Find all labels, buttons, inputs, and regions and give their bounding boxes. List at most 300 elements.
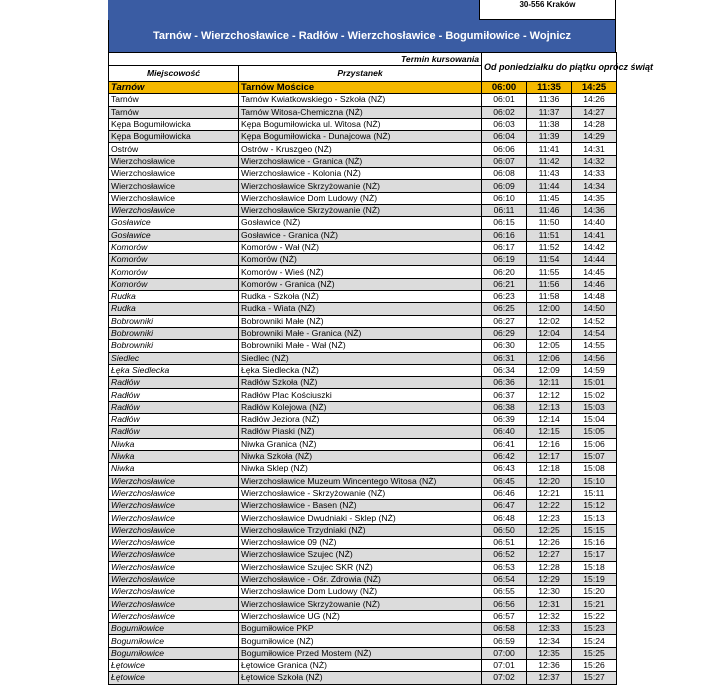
table-row — [109, 254, 617, 266]
table-row — [109, 143, 617, 155]
departure-time-1: 07:01 — [482, 659, 527, 671]
departure-time-3: 14:26 — [572, 94, 617, 106]
departure-time-3: 14:48 — [572, 291, 617, 303]
locality-cell: Łętowice — [109, 672, 239, 684]
departure-time-3: 15:15 — [572, 524, 617, 536]
departure-time-3: 14:41 — [572, 229, 617, 241]
table-row — [109, 659, 617, 671]
departure-time-3: 15:12 — [572, 500, 617, 512]
departure-time-2: 11:55 — [527, 266, 572, 278]
departure-time-2: 12:34 — [527, 635, 572, 647]
departure-time-2: 12:26 — [527, 536, 572, 548]
locality-cell: Bogumiłowice — [109, 647, 239, 659]
departure-time-3: 15:22 — [572, 610, 617, 622]
stop-cell: Wierzchosławice Dom Ludowy (NŻ) — [239, 586, 482, 598]
departure-time-1: 06:34 — [482, 364, 527, 376]
table-row — [109, 155, 617, 167]
locality-cell: Wierzchosławice — [109, 168, 239, 180]
departure-time-1: 06:20 — [482, 266, 527, 278]
departure-time-1: 06:43 — [482, 463, 527, 475]
departure-time-1: 06:10 — [482, 192, 527, 204]
locality-cell: Wierzchosławice — [109, 192, 239, 204]
stop-cell: Wierzchosławice Skrzyżowanie (NŻ) — [239, 204, 482, 216]
departure-time-3: 15:07 — [572, 450, 617, 462]
table-row — [109, 463, 617, 475]
departure-time-2: 12:37 — [527, 672, 572, 684]
departure-time-2: 12:28 — [527, 561, 572, 573]
departure-time-2: 12:27 — [527, 549, 572, 561]
departure-time-1: 06:46 — [482, 487, 527, 499]
departure-time-1: 06:41 — [482, 438, 527, 450]
departure-time-1: 06:39 — [482, 414, 527, 426]
departure-time-3: 14:34 — [572, 180, 617, 192]
table-row — [109, 377, 617, 389]
table-row — [109, 426, 617, 438]
departure-time-3: 15:02 — [572, 389, 617, 401]
departure-time-1: 06:17 — [482, 241, 527, 253]
departure-time-3: 14:42 — [572, 241, 617, 253]
departure-time-2: 11:46 — [527, 204, 572, 216]
locality-cell: Wierzchosławice — [109, 610, 239, 622]
stop-cell: Wierzchosławice Dwudniaki - Sklep (NŻ) — [239, 512, 482, 524]
departure-time-2: 12:29 — [527, 573, 572, 585]
table-row — [109, 672, 617, 684]
departure-time-2: 12:13 — [527, 401, 572, 413]
stop-cell: Radłów Szkoła (NŻ) — [239, 377, 482, 389]
departure-time-2: 12:17 — [527, 450, 572, 462]
stop-cell: Kępa Bogumiłowicka - Dunajcowa (NŻ) — [239, 131, 482, 143]
locality-cell: Łętowice — [109, 659, 239, 671]
departure-time-1: 06:02 — [482, 106, 527, 118]
locality-cell: Wierzchosławice — [109, 549, 239, 561]
departure-time-3: 15:03 — [572, 401, 617, 413]
locality-cell: Gosławice — [109, 217, 239, 229]
departure-time-1: 06:59 — [482, 635, 527, 647]
departure-time-1: 06:40 — [482, 426, 527, 438]
table-row — [109, 389, 617, 401]
departure-time-3: 15:13 — [572, 512, 617, 524]
departure-time-2: 12:15 — [527, 426, 572, 438]
locality-cell: Gosławice — [109, 229, 239, 241]
departure-time-1: 06:07 — [482, 155, 527, 167]
departure-time-2: 11:38 — [527, 118, 572, 130]
departure-time-2: 12:06 — [527, 352, 572, 364]
stop-cell: Radłów Kolejowa (NŻ) — [239, 401, 482, 413]
departure-time-1: 06:16 — [482, 229, 527, 241]
table-row — [109, 512, 617, 524]
locality-cell: Ostrów — [109, 143, 239, 155]
stop-cell: Wierzchosławice Skrzyżowanie (NŻ) — [239, 180, 482, 192]
departure-time-2: 11:39 — [527, 131, 572, 143]
table-row — [109, 635, 617, 647]
locality-cell: Tarnów — [109, 106, 239, 118]
stop-cell: Bobrowniki Małe - Granica (NŻ) — [239, 327, 482, 339]
table-row — [109, 118, 617, 130]
departure-time-3: 14:46 — [572, 278, 617, 290]
table-row — [109, 241, 617, 253]
departure-time-1: 06:00 — [482, 82, 527, 94]
table-row — [109, 586, 617, 598]
stop-cell: Wierzchosławice - Kolonia (NŻ) — [239, 168, 482, 180]
table-row — [109, 327, 617, 339]
stop-cell: Rudka - Szkoła (NŻ) — [239, 291, 482, 303]
locality-cell: Tarnów — [109, 94, 239, 106]
departure-time-2: 12:16 — [527, 438, 572, 450]
departure-time-2: 12:12 — [527, 389, 572, 401]
table-row — [109, 204, 617, 216]
stop-cell: Wierzchosławice - Granica (NŻ) — [239, 155, 482, 167]
departure-time-1: 06:23 — [482, 291, 527, 303]
departure-time-2: 12:32 — [527, 610, 572, 622]
locality-cell: Bobrowniki — [109, 340, 239, 352]
departure-time-1: 06:45 — [482, 475, 527, 487]
stop-cell: Wierzchosławice Szujec SKR (NŻ) — [239, 561, 482, 573]
departure-time-2: 11:58 — [527, 291, 572, 303]
stop-cell: Bogumiłowice PKP — [239, 623, 482, 635]
locality-cell: Wierzchosławice — [109, 475, 239, 487]
stop-cell: Wierzchosławice Trzydniaki (NŻ) — [239, 524, 482, 536]
departure-time-3: 15:01 — [572, 377, 617, 389]
table-row — [109, 647, 617, 659]
departure-time-1: 06:09 — [482, 180, 527, 192]
departure-time-3: 15:04 — [572, 414, 617, 426]
departure-time-3: 14:54 — [572, 327, 617, 339]
locality-cell: Wierzchosławice — [109, 524, 239, 536]
departure-time-1: 06:58 — [482, 623, 527, 635]
table-row — [109, 291, 617, 303]
locality-cell: Siedlec — [109, 352, 239, 364]
departure-time-2: 11:56 — [527, 278, 572, 290]
table-row — [109, 303, 617, 315]
departure-time-3: 14:32 — [572, 155, 617, 167]
departure-time-3: 15:18 — [572, 561, 617, 573]
departure-time-2: 11:54 — [527, 254, 572, 266]
departure-time-2: 12:14 — [527, 414, 572, 426]
table-row — [109, 340, 617, 352]
table-row — [109, 561, 617, 573]
table-row — [109, 315, 617, 327]
locality-cell: Rudka — [109, 303, 239, 315]
table-row — [109, 180, 617, 192]
locality-cell: Bogumiłowice — [109, 635, 239, 647]
departure-time-3: 14:25 — [572, 82, 617, 94]
stop-cell: Wierzchosławice Muzeum Wincentego Witosa (NŻ) — [239, 475, 482, 487]
table-row — [109, 278, 617, 290]
departure-time-3: 14:35 — [572, 192, 617, 204]
stop-cell: Gosławice - Granica (NŻ) — [239, 229, 482, 241]
departure-time-3: 15:11 — [572, 487, 617, 499]
locality-cell: Kępa Bogumiłowicka — [109, 131, 239, 143]
table-row — [109, 536, 617, 548]
days-label: Od poniedziałku do piątku oprócz świąt — [482, 53, 617, 82]
table-row — [109, 364, 617, 376]
departure-time-2: 11:35 — [527, 82, 572, 94]
departure-time-3: 15:05 — [572, 426, 617, 438]
table-row — [109, 610, 617, 622]
departure-time-2: 12:04 — [527, 327, 572, 339]
departure-time-2: 12:36 — [527, 659, 572, 671]
departure-time-2: 12:00 — [527, 303, 572, 315]
departure-time-3: 15:23 — [572, 623, 617, 635]
departure-time-1: 06:50 — [482, 524, 527, 536]
locality-cell: Komorów — [109, 241, 239, 253]
stop-cell: Kępa Bogumiłowicka ul. Witosa (NŻ) — [239, 118, 482, 130]
departure-time-2: 12:05 — [527, 340, 572, 352]
departure-time-3: 15:27 — [572, 672, 617, 684]
table-row — [109, 450, 617, 462]
table-row — [109, 438, 617, 450]
locality-cell: Wierzchosławice — [109, 512, 239, 524]
departure-time-1: 06:52 — [482, 549, 527, 561]
departure-time-3: 14:40 — [572, 217, 617, 229]
stop-cell: Wierzchosławice Dom Ludowy (NŻ) — [239, 192, 482, 204]
departure-time-2: 12:11 — [527, 377, 572, 389]
departure-time-1: 06:04 — [482, 131, 527, 143]
departure-time-1: 06:54 — [482, 573, 527, 585]
locality-cell: Tarnów — [109, 82, 239, 94]
stop-cell: Komorów (NŻ) — [239, 254, 482, 266]
departure-time-3: 14:36 — [572, 204, 617, 216]
stop-cell: Bogumiłowice (NŻ) — [239, 635, 482, 647]
col-stop-header: Przystanek — [239, 66, 482, 82]
table-row — [109, 131, 617, 143]
stop-cell: Ostrów - Kruszgeo (NŻ) — [239, 143, 482, 155]
departure-time-3: 14:56 — [572, 352, 617, 364]
departure-time-2: 12:30 — [527, 586, 572, 598]
stop-cell: Radłów Jeziora (NŻ) — [239, 414, 482, 426]
route-title: Tarnów - Wierzchosławice - Radłów - Wierzchosławice - Bogumiłowice - Wojnicz — [108, 20, 616, 52]
header-row-1 — [109, 53, 617, 66]
col-locality-header: Miejscowość — [109, 66, 239, 82]
departure-time-1: 06:08 — [482, 168, 527, 180]
departure-time-3: 14:55 — [572, 340, 617, 352]
locality-cell: Wierzchosławice — [109, 155, 239, 167]
locality-cell: Wierzchosławice — [109, 561, 239, 573]
stop-cell: Niwka Granica (NŻ) — [239, 438, 482, 450]
departure-time-3: 14:33 — [572, 168, 617, 180]
stop-cell: Łętowice Granica (NŻ) — [239, 659, 482, 671]
departure-time-3: 14:29 — [572, 131, 617, 143]
departure-time-2: 12:02 — [527, 315, 572, 327]
departure-time-3: 14:28 — [572, 118, 617, 130]
departure-time-3: 14:52 — [572, 315, 617, 327]
table-row — [109, 524, 617, 536]
departure-time-2: 12:31 — [527, 598, 572, 610]
stop-cell: Wierzchosławice Skrzyżowanie (NŻ) — [239, 598, 482, 610]
departure-time-1: 06:48 — [482, 512, 527, 524]
departure-time-1: 06:11 — [482, 204, 527, 216]
locality-cell: Radłów — [109, 401, 239, 413]
locality-cell: Bogumiłowice — [109, 623, 239, 635]
stop-cell: Tarnów Kwiatkowskiego - Szkoła (NŻ) — [239, 94, 482, 106]
departure-time-3: 15:21 — [572, 598, 617, 610]
stop-cell: Radłów Plac Kościuszki — [239, 389, 482, 401]
locality-cell: Radłów — [109, 377, 239, 389]
locality-cell: Radłów — [109, 389, 239, 401]
departure-time-3: 15:16 — [572, 536, 617, 548]
departure-time-1: 06:36 — [482, 377, 527, 389]
stop-cell: Wierzchosławice - Ośr. Zdrowia (NŻ) — [239, 573, 482, 585]
departure-time-1: 06:38 — [482, 401, 527, 413]
departure-time-3: 15:06 — [572, 438, 617, 450]
locality-cell: Wierzchosławice — [109, 204, 239, 216]
departure-time-3: 15:24 — [572, 635, 617, 647]
table-row — [109, 549, 617, 561]
departure-time-1: 06:56 — [482, 598, 527, 610]
stop-cell: Bobrowniki Małe (NŻ) — [239, 315, 482, 327]
table-row — [109, 217, 617, 229]
departure-time-2: 12:09 — [527, 364, 572, 376]
locality-cell: Komorów — [109, 254, 239, 266]
departure-time-3: 14:31 — [572, 143, 617, 155]
stop-cell: Wierzchosławice UG (NŻ) — [239, 610, 482, 622]
table-row — [109, 487, 617, 499]
departure-time-3: 15:19 — [572, 573, 617, 585]
locality-cell: Niwka — [109, 438, 239, 450]
table-row — [109, 352, 617, 364]
departure-time-1: 06:01 — [482, 94, 527, 106]
locality-cell: Rudka — [109, 291, 239, 303]
termin-label: Termin kursowania — [109, 53, 482, 66]
departure-time-2: 11:43 — [527, 168, 572, 180]
stop-cell: Bobrowniki Małe - Wał (NŻ) — [239, 340, 482, 352]
departure-time-3: 15:17 — [572, 549, 617, 561]
table-row — [109, 475, 617, 487]
timetable — [108, 52, 654, 685]
departure-time-3: 14:50 — [572, 303, 617, 315]
table-row — [109, 401, 617, 413]
departure-time-1: 06:42 — [482, 450, 527, 462]
departure-time-2: 12:23 — [527, 512, 572, 524]
departure-time-2: 12:18 — [527, 463, 572, 475]
locality-cell: Wierzchosławice — [109, 536, 239, 548]
departure-time-1: 06:57 — [482, 610, 527, 622]
departure-time-2: 12:22 — [527, 500, 572, 512]
locality-cell: Kępa Bogumiłowicka — [109, 118, 239, 130]
locality-cell: Wierzchosławice — [109, 500, 239, 512]
departure-time-1: 06:53 — [482, 561, 527, 573]
departure-time-2: 12:33 — [527, 623, 572, 635]
locality-cell: Łęka Siedlecka — [109, 364, 239, 376]
departure-time-1: 06:25 — [482, 303, 527, 315]
stop-cell: Siedlec (NŻ) — [239, 352, 482, 364]
departure-time-2: 11:36 — [527, 94, 572, 106]
stop-cell: Łętowice Szkoła (NŻ) — [239, 672, 482, 684]
stop-cell: Komorów - Wieś (NŻ) — [239, 266, 482, 278]
departure-time-2: 11:50 — [527, 217, 572, 229]
departure-time-1: 06:55 — [482, 586, 527, 598]
departure-time-2: 11:51 — [527, 229, 572, 241]
departure-time-2: 12:35 — [527, 647, 572, 659]
timetable-body — [109, 53, 654, 685]
table-row — [109, 192, 617, 204]
locality-cell: Bobrowniki — [109, 327, 239, 339]
stop-cell: Wierzchosławice Szujec (NŻ) — [239, 549, 482, 561]
stop-cell: Wierzchosławice 09 (NŻ) — [239, 536, 482, 548]
locality-cell: Wierzchosławice — [109, 487, 239, 499]
stop-cell: Wierzchosławice - Skrzyżowanie (NŻ) — [239, 487, 482, 499]
departure-time-1: 06:27 — [482, 315, 527, 327]
stop-cell: Komorów - Wał (NŻ) — [239, 241, 482, 253]
departure-time-3: 15:26 — [572, 659, 617, 671]
departure-time-1: 06:06 — [482, 143, 527, 155]
departure-time-3: 14:44 — [572, 254, 617, 266]
departure-time-3: 15:08 — [572, 463, 617, 475]
stop-cell: Tarnów Witosa-Chemiczna (NŻ) — [239, 106, 482, 118]
departure-time-1: 06:31 — [482, 352, 527, 364]
stop-cell: Bogumiłowice Przed Mostem (NŻ) — [239, 647, 482, 659]
stop-cell: Gosławice (NŻ) — [239, 217, 482, 229]
locality-cell: Wierzchosławice — [109, 598, 239, 610]
departure-time-1: 06:30 — [482, 340, 527, 352]
departure-time-3: 15:25 — [572, 647, 617, 659]
table-row — [109, 598, 617, 610]
departure-time-1: 06:15 — [482, 217, 527, 229]
table-row — [109, 266, 617, 278]
departure-time-2: 11:52 — [527, 241, 572, 253]
stop-cell: Komorów - Granica (NŻ) — [239, 278, 482, 290]
locality-cell: Radłów — [109, 426, 239, 438]
stop-cell: Wierzchosławice - Basen (NŻ) — [239, 500, 482, 512]
stop-cell: Rudka - Wiata (NŻ) — [239, 303, 482, 315]
table-row — [109, 168, 617, 180]
locality-cell: Niwka — [109, 450, 239, 462]
departure-time-1: 06:19 — [482, 254, 527, 266]
departure-time-1: 06:29 — [482, 327, 527, 339]
stop-cell: Niwka Szkoła (NŻ) — [239, 450, 482, 462]
table-row — [109, 82, 617, 94]
table-row — [109, 94, 617, 106]
departure-time-2: 11:41 — [527, 143, 572, 155]
departure-time-2: 11:44 — [527, 180, 572, 192]
stop-cell: Tarnów Mościce — [239, 82, 482, 94]
departure-time-1: 06:37 — [482, 389, 527, 401]
departure-time-2: 11:45 — [527, 192, 572, 204]
table-row — [109, 623, 617, 635]
departure-time-3: 14:59 — [572, 364, 617, 376]
stop-cell: Łęka Siedlecka (NŻ) — [239, 364, 482, 376]
table-row — [109, 500, 617, 512]
departure-time-2: 12:25 — [527, 524, 572, 536]
stop-cell: Radłów Piaski (NŻ) — [239, 426, 482, 438]
departure-time-1: 06:47 — [482, 500, 527, 512]
locality-cell: Niwka — [109, 463, 239, 475]
departure-time-2: 12:20 — [527, 475, 572, 487]
locality-cell: Komorów — [109, 278, 239, 290]
departure-time-1: 06:03 — [482, 118, 527, 130]
locality-cell: Radłów — [109, 414, 239, 426]
locality-cell: Wierzchosławice — [109, 586, 239, 598]
departure-time-3: 15:20 — [572, 586, 617, 598]
locality-cell: Bobrowniki — [109, 315, 239, 327]
departure-time-1: 06:51 — [482, 536, 527, 548]
departure-time-1: 06:21 — [482, 278, 527, 290]
table-row — [109, 106, 617, 118]
table-row — [109, 414, 617, 426]
table-row — [109, 229, 617, 241]
address-text: 30-556 Kraków — [519, 0, 576, 9]
departure-time-1: 07:00 — [482, 647, 527, 659]
departure-time-3: 14:45 — [572, 266, 617, 278]
address-box — [479, 0, 616, 20]
locality-cell: Wierzchosławice — [109, 573, 239, 585]
table-row — [109, 573, 617, 585]
departure-time-2: 12:21 — [527, 487, 572, 499]
departure-time-3: 15:10 — [572, 475, 617, 487]
departure-time-2: 11:37 — [527, 106, 572, 118]
stop-cell: Niwka Sklep (NŻ) — [239, 463, 482, 475]
departure-time-1: 07:02 — [482, 672, 527, 684]
